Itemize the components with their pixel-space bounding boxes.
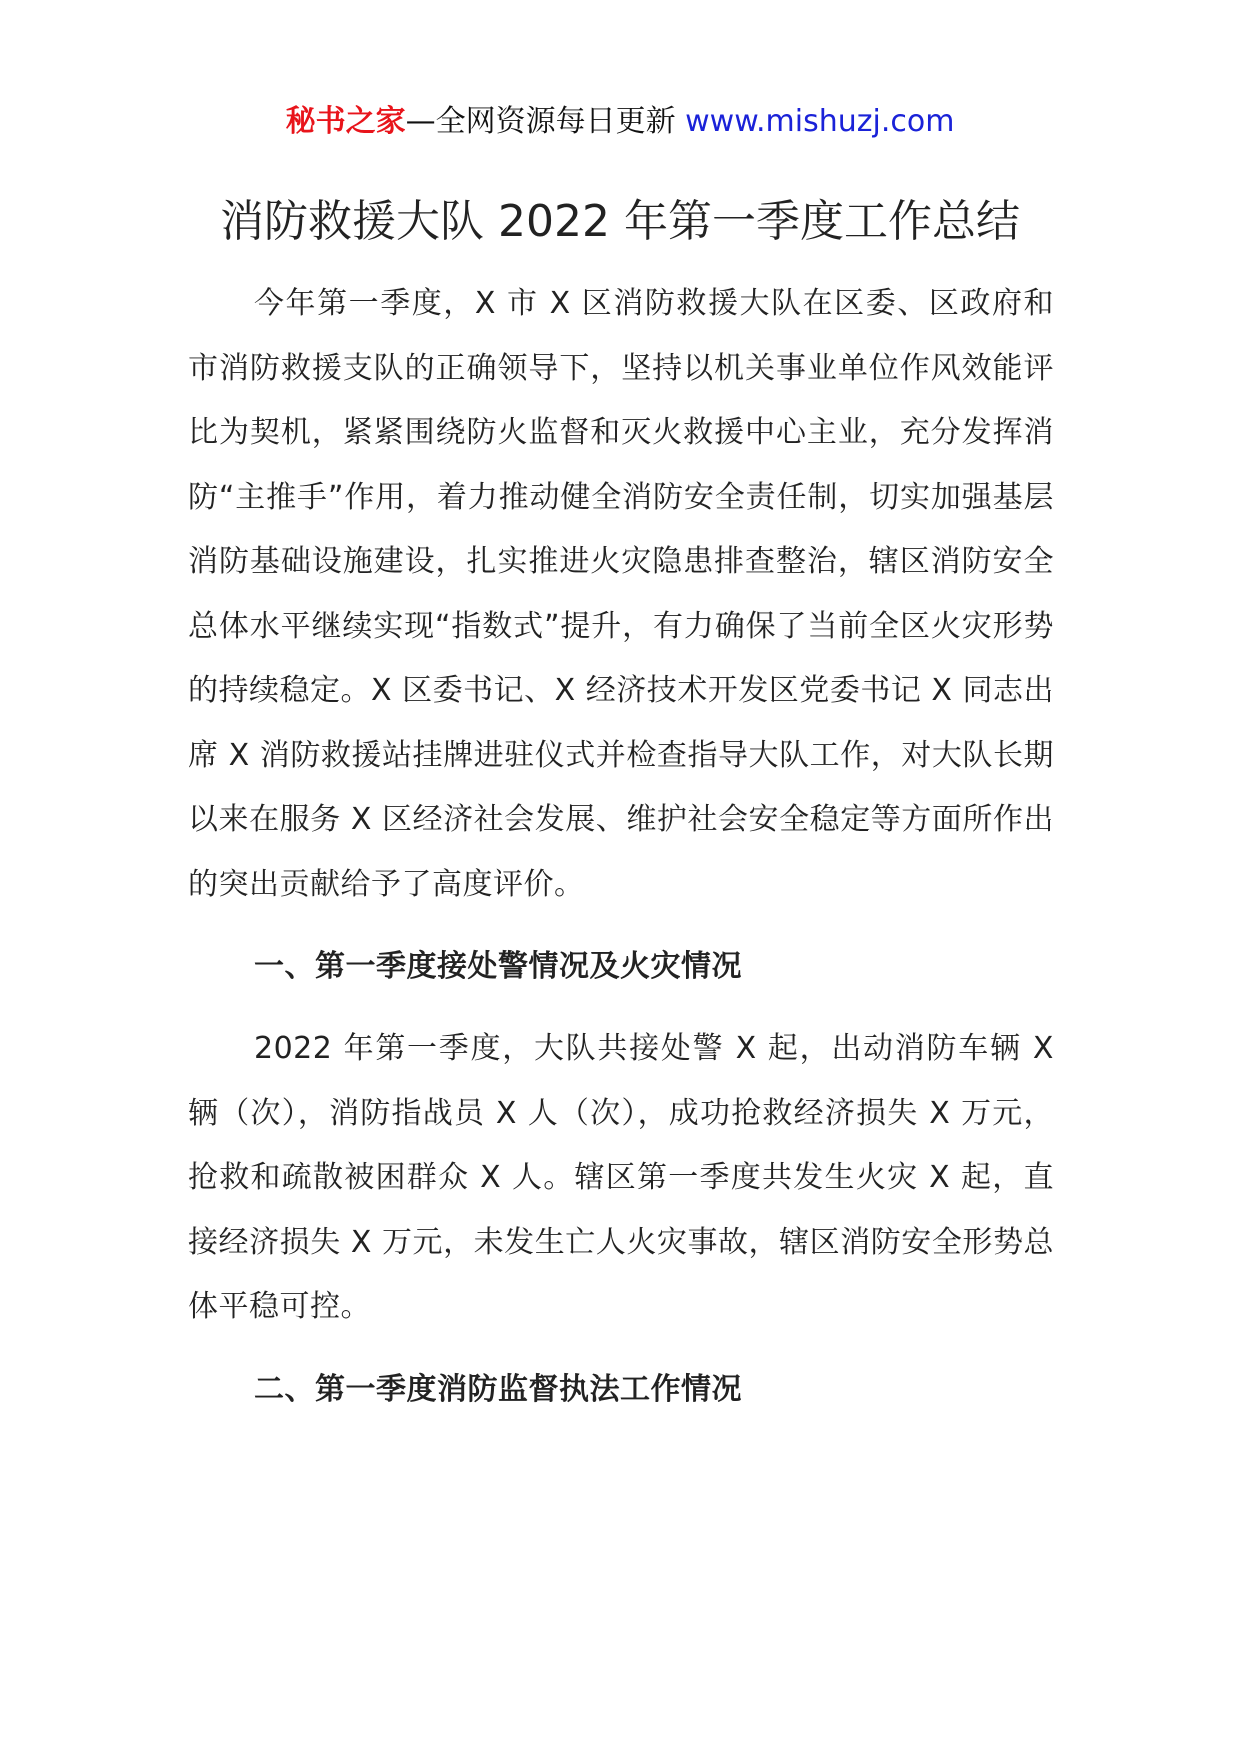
paragraph-intro: 今年第一季度，X 市 X 区消防救援大队在区委、区政府和市消防救援支队的正确领导下，坚持以机关事业单位作风效能评比为契机，紧紧围绕防火监督和灭火救援中心主业，充分发挥消防“主推手”作用，着力推动健全消防安全责任制，切实加强基层消防基础设施建设，扎实推进火灾隐患排查整治，辖区消防安全总体水平继续实现“指数式”提升，有力确保了当前全区火灾形势的持续稳定。X 区委书记、X 经济技术开发区党委书记 X 同志出席 X 消防救援站挂牌进驻仪式并检查指导大队工作，对大队长期以来在服务 X 区经济社会发展、维护社会安全稳定等方面所作出的突出贡献给予了高度评价。 bbox=[188, 286, 1054, 902]
site-url-link[interactable]: www.mishuzj.com bbox=[685, 104, 955, 139]
document-body bbox=[188, 272, 1054, 1440]
document-title: 消防救援大队 2022 年第一季度工作总结 bbox=[220, 196, 1020, 247]
paragraph-alarm-statistics: 2022 年第一季度，大队共接处警 X 起，出动消防车辆 X 辆（次），消防指战员 X 人（次），成功抢救经济损失 X 万元，抢救和疏散被困群众 X 人。辖区第一季度共发生火灾 X 起，直接经济损失 X 万元，未发生亡人火灾事故，辖区消防安全形势总体平稳可控。 bbox=[188, 1031, 1054, 1324]
brand-name: 秘书之家 bbox=[285, 104, 406, 139]
site-header bbox=[0, 100, 1240, 144]
section-heading-1: 一、第一季度接处警情况及火灾情况 bbox=[254, 949, 742, 984]
site-slogan: —全网资源每日更新 bbox=[405, 104, 676, 139]
section-heading-2: 二、第一季度消防监督执法工作情况 bbox=[254, 1371, 742, 1407]
